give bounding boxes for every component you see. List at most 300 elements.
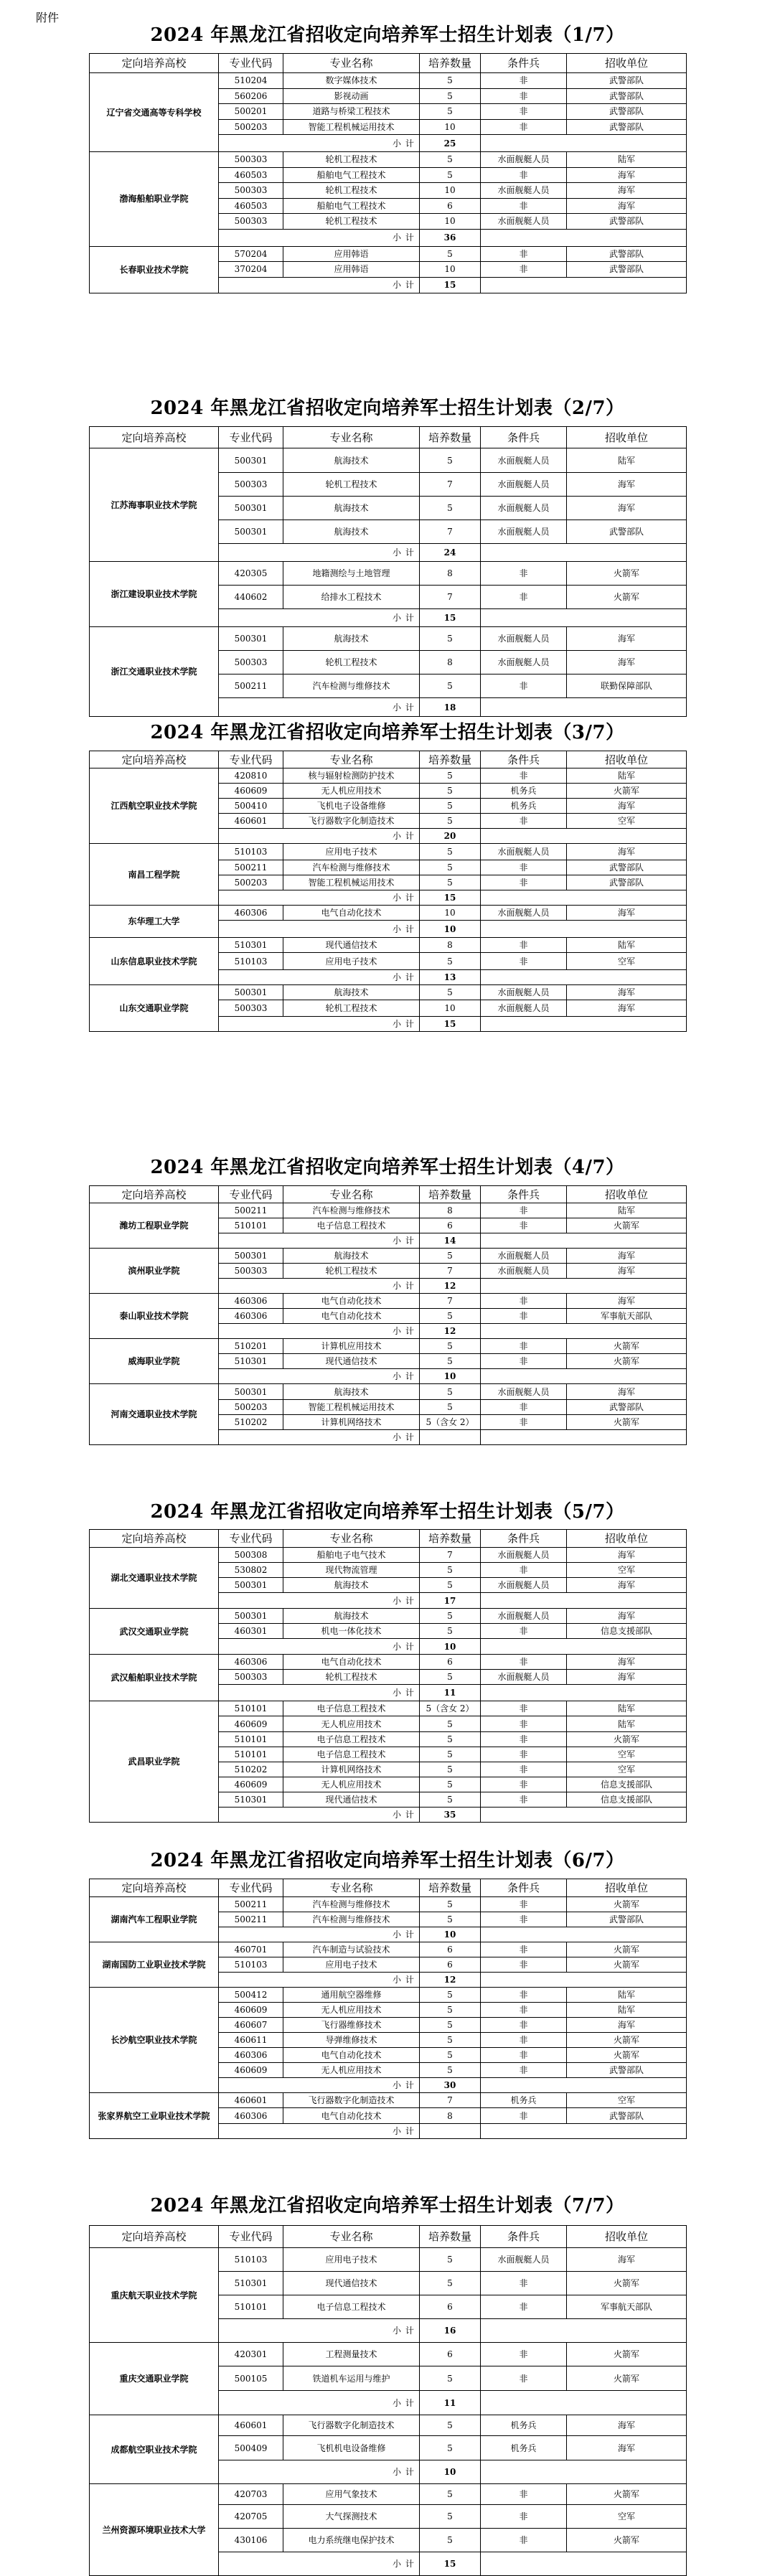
major-code: 460306 — [219, 1309, 283, 1324]
major-code: 500301 — [219, 1609, 283, 1624]
major-code: 500201 — [219, 104, 283, 120]
school-name: 东华理工大学 — [90, 906, 219, 938]
major-code: 510301 — [219, 1354, 283, 1369]
subtotal-label: 小 计 — [219, 1593, 420, 1609]
soldier-type: 非 — [481, 262, 567, 278]
quota: 5 — [420, 2505, 481, 2529]
recruiting-unit: 武警部队 — [567, 1400, 687, 1415]
soldier-type: 非 — [481, 2272, 567, 2295]
recruiting-unit: 武警部队 — [567, 2063, 687, 2078]
school-name: 山东信息职业技术学院 — [90, 938, 219, 985]
major-code: 460601 — [219, 814, 283, 829]
header-unit: 招收单位 — [567, 2226, 687, 2248]
major-code: 460609 — [219, 2003, 283, 2018]
quota: 5 — [420, 497, 481, 520]
quota: 5 — [420, 2018, 481, 2033]
major-name: 通用航空器维修 — [283, 1988, 420, 2003]
table-row — [90, 73, 687, 89]
recruiting-unit: 海军 — [567, 1670, 687, 1685]
table-title: 2024 年黑龙江省招收定向培养军士招生计划表（7/7） — [150, 2195, 625, 2217]
subtotal-empty — [481, 698, 687, 717]
major-code: 460601 — [219, 2093, 283, 2108]
soldier-type: 非 — [481, 2529, 567, 2552]
major-name: 航海技术 — [283, 1384, 420, 1400]
school-name: 河南交通职业技术学院 — [90, 1384, 219, 1445]
recruiting-unit: 武警部队 — [567, 73, 687, 89]
subtotal-label: 小 计 — [219, 1927, 420, 1942]
major-code: 500303 — [219, 152, 283, 168]
recruiting-unit: 武警部队 — [567, 1912, 687, 1927]
quota: 8 — [420, 938, 481, 953]
soldier-type: 水面舰艇人员 — [481, 497, 567, 520]
quota: 5 — [420, 88, 481, 104]
recruiting-unit: 空军 — [567, 1563, 687, 1578]
major-name: 智能工程机械运用技术 — [283, 875, 420, 890]
quota: 7 — [420, 473, 481, 497]
quota: 5 — [420, 1384, 481, 1400]
quota: 5 — [420, 246, 481, 262]
recruiting-unit: 海军 — [567, 1548, 687, 1563]
subtotal-empty — [481, 1593, 687, 1609]
recruiting-unit: 火箭军 — [567, 1415, 687, 1430]
quota: 5 — [420, 1912, 481, 1927]
soldier-type: 非 — [481, 1942, 567, 1957]
header-soldier: 条件兵 — [481, 54, 567, 73]
major-name: 航海技术 — [283, 985, 420, 1000]
subtotal-label: 小 计 — [219, 2124, 420, 2139]
table-row — [90, 844, 687, 860]
school-name: 辽宁省交通高等专科学校 — [90, 73, 219, 152]
subtotal-value: 11 — [420, 1685, 481, 1701]
major-name: 无人机应用技术 — [283, 1716, 420, 1732]
soldier-type: 水面舰艇人员 — [481, 651, 567, 674]
school-name: 武昌职业学院 — [90, 1701, 219, 1823]
soldier-type: 机务兵 — [481, 799, 567, 814]
subtotal-label: 小 计 — [219, 1685, 420, 1701]
table-row — [90, 1609, 687, 1624]
header-major: 专业名称 — [283, 751, 420, 768]
major-name: 无人机应用技术 — [283, 1777, 420, 1792]
quota: 5 — [420, 1762, 481, 1777]
major-code: 510202 — [219, 1415, 283, 1430]
subtotal-value: 10 — [420, 1369, 481, 1384]
quota: 6 — [420, 1957, 481, 1973]
recruiting-unit: 空军 — [567, 1762, 687, 1777]
recruiting-unit: 空军 — [567, 2093, 687, 2108]
major-name: 船舶电气工程技术 — [283, 167, 420, 183]
subtotal-empty — [481, 1685, 687, 1701]
header-school: 定向培养高校 — [90, 751, 219, 768]
major-code: 500211 — [219, 860, 283, 875]
major-code: 500203 — [219, 875, 283, 890]
recruiting-unit: 海军 — [567, 2018, 687, 2033]
major-code: 460601 — [219, 2415, 283, 2436]
table-title: 2024 年黑龙江省招收定向培养军士招生计划表（2/7） — [150, 398, 625, 419]
quota: 5 — [420, 448, 481, 473]
subtotal-label: 小 计 — [219, 698, 420, 717]
recruiting-unit: 海军 — [567, 799, 687, 814]
major-code: 510301 — [219, 1792, 283, 1808]
header-soldier: 条件兵 — [481, 2226, 567, 2248]
subtotal-value: 12 — [420, 1324, 481, 1339]
quota: 5 — [420, 1309, 481, 1324]
soldier-type: 非 — [481, 938, 567, 953]
table-row — [90, 1339, 687, 1354]
quota: 5 — [420, 1609, 481, 1624]
recruiting-unit: 陆军 — [567, 1701, 687, 1716]
major-code: 500301 — [219, 1384, 283, 1400]
recruiting-unit: 海军 — [567, 2415, 687, 2436]
soldier-type: 非 — [481, 1988, 567, 2003]
soldier-type: 非 — [481, 2343, 567, 2366]
subtotal-empty — [481, 229, 687, 246]
subtotal-label: 小 计 — [219, 1808, 420, 1823]
header-soldier: 条件兵 — [481, 751, 567, 768]
major-name: 电气自动化技术 — [283, 1309, 420, 1324]
major-name: 汽车检测与维修技术 — [283, 1203, 420, 1218]
recruiting-unit: 武警部队 — [567, 860, 687, 875]
major-name: 航海技术 — [283, 1609, 420, 1624]
major-name: 现代通信技术 — [283, 938, 420, 953]
major-code: 510201 — [219, 1339, 283, 1354]
school-name: 山东交通职业学院 — [90, 985, 219, 1032]
subtotal-value: 11 — [420, 2391, 481, 2415]
subtotal-empty — [481, 544, 687, 562]
soldier-type: 非 — [481, 246, 567, 262]
major-code: 460503 — [219, 198, 283, 214]
soldier-type: 非 — [481, 953, 567, 970]
major-name: 导弹维修技术 — [283, 2033, 420, 2048]
major-code: 500301 — [219, 497, 283, 520]
major-code: 510202 — [219, 1762, 283, 1777]
major-name: 铁道机车运用与维护 — [283, 2366, 420, 2391]
subtotal-value: 30 — [420, 2078, 481, 2093]
subtotal-value: 14 — [420, 1233, 481, 1249]
quota: 7 — [420, 1548, 481, 1563]
recruiting-unit: 陆军 — [567, 1203, 687, 1218]
header-school: 定向培养高校 — [90, 1186, 219, 1203]
quota: 6 — [420, 2343, 481, 2366]
header-school: 定向培养高校 — [90, 427, 219, 448]
header-school: 定向培养高校 — [90, 54, 219, 73]
major-name: 无人机应用技术 — [283, 784, 420, 799]
major-name: 现代通信技术 — [283, 1354, 420, 1369]
header-code: 专业代码 — [219, 1530, 283, 1548]
major-code: 500303 — [219, 1670, 283, 1685]
major-name: 应用电子技术 — [283, 2248, 420, 2272]
soldier-type: 非 — [481, 1762, 567, 1777]
header-unit: 招收单位 — [567, 1186, 687, 1203]
major-name: 无人机应用技术 — [283, 2063, 420, 2078]
subtotal-empty — [481, 1639, 687, 1655]
major-code: 510103 — [219, 1957, 283, 1973]
major-code: 460607 — [219, 2018, 283, 2033]
recruiting-unit: 信息支援部队 — [567, 1777, 687, 1792]
major-code: 500301 — [219, 520, 283, 544]
major-code: 500409 — [219, 2436, 283, 2460]
subtotal-label: 小 计 — [219, 970, 420, 985]
major-code: 460503 — [219, 167, 283, 183]
soldier-type: 水面舰艇人员 — [481, 520, 567, 544]
soldier-type: 非 — [481, 586, 567, 609]
recruiting-unit: 军事航天部队 — [567, 1309, 687, 1324]
major-name: 船舶电子电气技术 — [283, 1548, 420, 1563]
major-code: 420705 — [219, 2505, 283, 2529]
recruiting-unit: 陆军 — [567, 1716, 687, 1732]
major-name: 轮机工程技术 — [283, 1264, 420, 1279]
major-code: 460306 — [219, 906, 283, 921]
recruiting-unit: 火箭军 — [567, 2272, 687, 2295]
header-count: 培养数量 — [420, 751, 481, 768]
major-code: 500211 — [219, 1897, 283, 1912]
quota: 5 — [420, 674, 481, 698]
header-count: 培养数量 — [420, 1879, 481, 1897]
header-code: 专业代码 — [219, 1186, 283, 1203]
major-name: 应用韩语 — [283, 262, 420, 278]
subtotal-empty — [481, 277, 687, 293]
soldier-type: 水面舰艇人员 — [481, 1249, 567, 1264]
school-name: 武汉船舶职业技术学院 — [90, 1655, 219, 1701]
school-name: 重庆交通职业学院 — [90, 2343, 219, 2415]
subtotal-empty — [481, 970, 687, 985]
major-name: 轮机工程技术 — [283, 1670, 420, 1685]
quota: 5 — [420, 2366, 481, 2391]
subtotal-label: 小 计 — [219, 609, 420, 627]
soldier-type: 非 — [481, 1354, 567, 1369]
header-count: 培养数量 — [420, 2226, 481, 2248]
subtotal-label: 小 计 — [219, 2391, 420, 2415]
plan-table — [89, 53, 687, 293]
recruiting-unit: 火箭军 — [567, 1942, 687, 1957]
quota: 5 — [420, 814, 481, 829]
major-name: 轮机工程技术 — [283, 1000, 420, 1017]
quota: 5 — [420, 73, 481, 89]
recruiting-unit: 海军 — [567, 1000, 687, 1017]
subtotal-label: 小 计 — [219, 135, 420, 152]
school-name: 浙江建设职业技术学院 — [90, 562, 219, 627]
major-code: 510301 — [219, 938, 283, 953]
table-row — [90, 562, 687, 586]
quota: 5（含女 2） — [420, 1701, 481, 1716]
major-code: 500308 — [219, 1548, 283, 1563]
subtotal-value — [420, 1430, 481, 1445]
table-row — [90, 448, 687, 473]
soldier-type: 水面舰艇人员 — [481, 152, 567, 168]
major-name: 汽车制造与试验技术 — [283, 1942, 420, 1957]
quota: 5 — [420, 2436, 481, 2460]
quota: 5 — [420, 1563, 481, 1578]
subtotal-label: 小 计 — [219, 1017, 420, 1032]
major-name: 电力系统继电保护技术 — [283, 2529, 420, 2552]
header-unit: 招收单位 — [567, 427, 687, 448]
quota: 5（含女 2） — [420, 1415, 481, 1430]
major-code: 500412 — [219, 1988, 283, 2003]
quota: 6 — [420, 2295, 481, 2319]
major-name: 智能工程机械运用技术 — [283, 119, 420, 135]
major-name: 电气自动化技术 — [283, 1655, 420, 1670]
header-count: 培养数量 — [420, 1186, 481, 1203]
soldier-type: 非 — [481, 2033, 567, 2048]
subtotal-value: 35 — [420, 1808, 481, 1823]
subtotal-label: 小 计 — [219, 1430, 420, 1445]
table-row — [90, 768, 687, 784]
recruiting-unit: 火箭军 — [567, 2529, 687, 2552]
table-row — [90, 2343, 687, 2366]
school-name: 兰州资源环境职业技术大学 — [90, 2484, 219, 2576]
major-code: 500301 — [219, 1249, 283, 1264]
table-row — [90, 1655, 687, 1670]
major-name: 轮机工程技术 — [283, 183, 420, 199]
table-row — [90, 906, 687, 921]
recruiting-unit: 海军 — [567, 497, 687, 520]
soldier-type: 水面舰艇人员 — [481, 906, 567, 921]
subtotal-empty — [481, 1324, 687, 1339]
header-unit: 招收单位 — [567, 1530, 687, 1548]
recruiting-unit: 海军 — [567, 906, 687, 921]
quota: 8 — [420, 1203, 481, 1218]
subtotal-value: 15 — [420, 1017, 481, 1032]
major-name: 电子信息工程技术 — [283, 2295, 420, 2319]
recruiting-unit: 陆军 — [567, 152, 687, 168]
soldier-type: 非 — [481, 1792, 567, 1808]
major-code: 420301 — [219, 2343, 283, 2366]
soldier-type: 非 — [481, 88, 567, 104]
major-name: 应用电子技术 — [283, 953, 420, 970]
school-name: 威海职业学院 — [90, 1339, 219, 1384]
header-code: 专业代码 — [219, 1879, 283, 1897]
subtotal-value: 18 — [420, 698, 481, 717]
quota: 5 — [420, 953, 481, 970]
soldier-type: 非 — [481, 2366, 567, 2391]
recruiting-unit: 陆军 — [567, 768, 687, 784]
recruiting-unit: 海军 — [567, 1384, 687, 1400]
subtotal-label: 小 计 — [219, 544, 420, 562]
soldier-type: 非 — [481, 1400, 567, 1415]
school-name: 成都航空职业技术学院 — [90, 2415, 219, 2484]
header-soldier: 条件兵 — [481, 1879, 567, 1897]
recruiting-unit: 火箭军 — [567, 2033, 687, 2048]
soldier-type: 水面舰艇人员 — [481, 1000, 567, 1017]
recruiting-unit: 火箭军 — [567, 1957, 687, 1973]
major-code: 510101 — [219, 1747, 283, 1762]
major-name: 汽车检测与维修技术 — [283, 1912, 420, 1927]
major-code: 420703 — [219, 2484, 283, 2505]
subtotal-label: 小 计 — [219, 1233, 420, 1249]
soldier-type: 机务兵 — [481, 784, 567, 799]
plan-table — [89, 2225, 687, 2576]
major-code: 460306 — [219, 1294, 283, 1309]
recruiting-unit: 武警部队 — [567, 88, 687, 104]
recruiting-unit: 武警部队 — [567, 119, 687, 135]
quota: 8 — [420, 562, 481, 586]
major-code: 500211 — [219, 1203, 283, 1218]
subtotal-label: 小 计 — [219, 2552, 420, 2576]
quota: 5 — [420, 1249, 481, 1264]
quota: 5 — [420, 152, 481, 168]
header-code: 专业代码 — [219, 2226, 283, 2248]
quota: 7 — [420, 2093, 481, 2108]
recruiting-unit: 空军 — [567, 2505, 687, 2529]
major-name: 机电一体化技术 — [283, 1624, 420, 1639]
school-name: 湖南国防工业职业技术学院 — [90, 1942, 219, 1988]
major-code: 420305 — [219, 562, 283, 586]
recruiting-unit: 陆军 — [567, 1988, 687, 2003]
recruiting-unit: 火箭军 — [567, 784, 687, 799]
major-name: 飞行器数字化制造技术 — [283, 2093, 420, 2108]
major-code: 500301 — [219, 985, 283, 1000]
quota: 5 — [420, 784, 481, 799]
major-name: 航海技术 — [283, 1578, 420, 1593]
major-code: 510101 — [219, 1218, 283, 1233]
major-code: 500301 — [219, 448, 283, 473]
major-code: 500303 — [219, 473, 283, 497]
major-name: 轮机工程技术 — [283, 651, 420, 674]
soldier-type: 非 — [481, 1339, 567, 1354]
major-name: 轮机工程技术 — [283, 152, 420, 168]
subtotal-value: 24 — [420, 544, 481, 562]
soldier-type: 水面舰艇人员 — [481, 473, 567, 497]
soldier-type: 非 — [481, 1716, 567, 1732]
subtotal-value: 17 — [420, 1593, 481, 1609]
major-code: 460701 — [219, 1942, 283, 1957]
recruiting-unit: 火箭军 — [567, 586, 687, 609]
school-name: 江西航空职业技术学院 — [90, 768, 219, 844]
quota: 5 — [420, 1400, 481, 1415]
soldier-type: 非 — [481, 814, 567, 829]
major-code: 460609 — [219, 1777, 283, 1792]
soldier-type: 水面舰艇人员 — [481, 985, 567, 1000]
quota: 10 — [420, 262, 481, 278]
major-code: 500410 — [219, 799, 283, 814]
major-code: 460306 — [219, 2108, 283, 2124]
quota: 5 — [420, 2272, 481, 2295]
subtotal-empty — [481, 2552, 687, 2576]
recruiting-unit: 海军 — [567, 1264, 687, 1279]
subtotal-value: 20 — [420, 829, 481, 844]
recruiting-unit: 海军 — [567, 627, 687, 651]
major-code: 500303 — [219, 1000, 283, 1017]
major-code: 510101 — [219, 1732, 283, 1747]
school-name: 江苏海事职业技术学院 — [90, 448, 219, 562]
major-name: 电气自动化技术 — [283, 2108, 420, 2124]
major-name: 工程测量技术 — [283, 2343, 420, 2366]
subtotal-value: 12 — [420, 1279, 481, 1294]
major-code: 570204 — [219, 246, 283, 262]
school-name: 武汉交通职业学院 — [90, 1609, 219, 1655]
major-name: 飞行器维修技术 — [283, 2018, 420, 2033]
table-row — [90, 1548, 687, 1563]
soldier-type: 机务兵 — [481, 2436, 567, 2460]
subtotal-value: 10 — [420, 1639, 481, 1655]
recruiting-unit: 海军 — [567, 198, 687, 214]
soldier-type: 水面舰艇人员 — [481, 1670, 567, 1685]
soldier-type: 水面舰艇人员 — [481, 1609, 567, 1624]
major-name: 电子信息工程技术 — [283, 1747, 420, 1762]
recruiting-unit: 火箭军 — [567, 1354, 687, 1369]
table-row — [90, 1294, 687, 1309]
recruiting-unit: 海军 — [567, 985, 687, 1000]
quota: 5 — [420, 167, 481, 183]
recruiting-unit: 海军 — [567, 167, 687, 183]
table-row — [90, 2484, 687, 2505]
recruiting-unit: 海军 — [567, 1655, 687, 1670]
soldier-type: 水面舰艇人员 — [481, 844, 567, 860]
header-row — [90, 1879, 687, 1897]
major-code: 500303 — [219, 183, 283, 199]
major-code: 460609 — [219, 1716, 283, 1732]
soldier-type: 非 — [481, 1701, 567, 1716]
major-name: 应用气象技术 — [283, 2484, 420, 2505]
